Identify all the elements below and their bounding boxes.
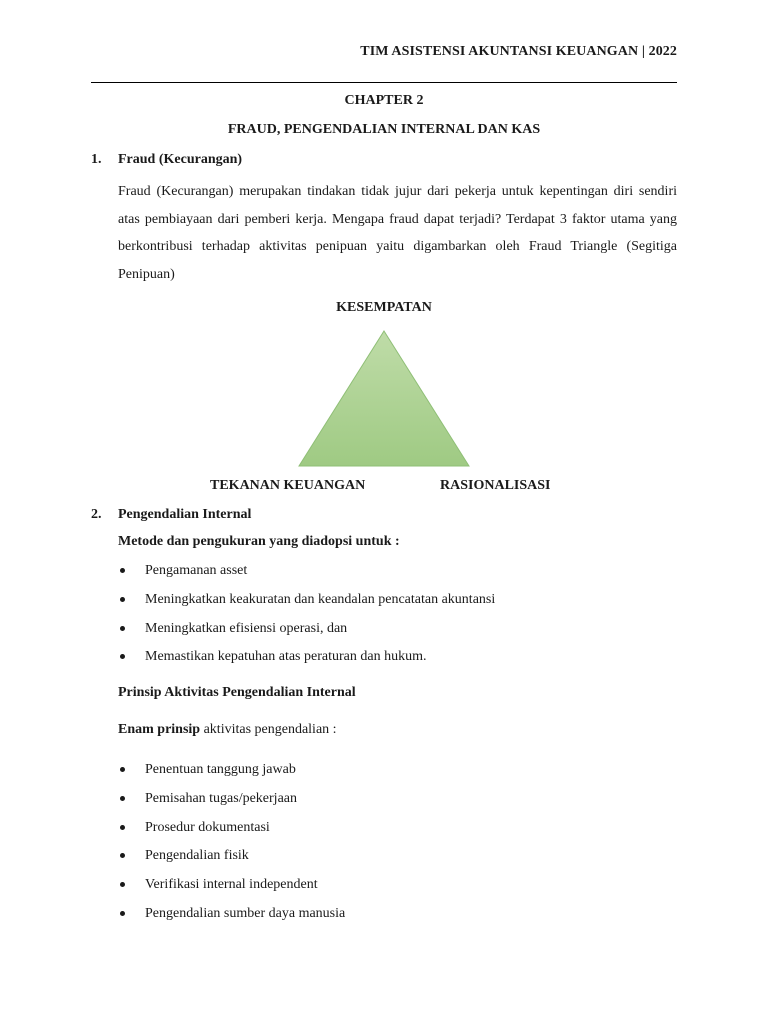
list-item — [118, 562, 495, 591]
list-item — [118, 761, 345, 790]
header-divider — [91, 82, 677, 83]
principles-heading: Prinsip Aktivitas Pengendalian Internal — [118, 685, 356, 700]
bullet-icon — [120, 882, 125, 887]
section-1-number: 1. — [91, 152, 102, 167]
list-item-text: Memastikan kepatuhan atas peraturan dan hukum. — [145, 649, 427, 665]
list-item — [118, 648, 495, 677]
chapter-number: CHAPTER 2 — [344, 93, 424, 108]
methods-list — [118, 562, 495, 677]
section-1-paragraph: Fraud (Kecurangan) merupakan tindakan tidak jujur dari pekerja untuk kepentingan diri sendiri atas pembiayaan dari pemberi kerja. Mengapa fraud dapat terjadi? Terdapat 3 faktor utama yang berkontribusi terhadap aktivitas penipuan yaitu digambarkan oleh Fraud Triangle (Segitiga Penipuan) — [118, 184, 677, 282]
section-2-title: Pengendalian Internal — [118, 507, 252, 522]
list-item — [118, 620, 495, 649]
running-header: TIM ASISTENSI AKUNTANSI KEUANGAN | 2022 — [360, 44, 677, 59]
list-item-text: Pemisahan tugas/pekerjaan — [145, 790, 298, 806]
bullet-icon — [120, 767, 125, 772]
triangle-top-label: KESEMPATAN — [336, 300, 432, 315]
triangle-left-label: TEKANAN KEUANGAN — [210, 478, 366, 493]
chapter-title: FRAUD, PENGENDALIAN INTERNAL DAN KAS — [227, 122, 541, 137]
bullet-icon — [120, 568, 125, 573]
list-item-text: Meningkatkan keakuratan dan keandalan pencatatan akuntansi — [145, 591, 496, 607]
list-item-text: Penentuan tanggung jawab — [145, 762, 296, 777]
list-item — [118, 819, 345, 848]
list-item — [118, 905, 345, 934]
six-principles-bold: Enam prinsip — [118, 722, 201, 737]
bullet-icon — [120, 796, 125, 801]
six-principles-rest: aktivitas pengendalian : — [200, 722, 337, 737]
methods-heading: Metode dan pengukuran yang diadopsi untuk : — [118, 534, 400, 549]
bullet-icon — [120, 597, 125, 602]
list-item — [118, 847, 345, 876]
bullet-icon — [120, 626, 125, 631]
bullet-icon — [120, 825, 125, 830]
list-item-text: Pengamanan asset — [145, 563, 248, 578]
list-item — [118, 591, 495, 620]
list-item — [118, 876, 345, 905]
list-item — [118, 790, 345, 819]
bullet-icon — [120, 654, 125, 659]
six-principles-intro — [118, 722, 337, 738]
section-1-title: Fraud (Kecurangan) — [118, 152, 243, 167]
fraud-triangle-shape — [299, 331, 469, 466]
list-item-text: Pengendalian fisik — [145, 848, 249, 864]
triangle-right-label: RASIONALISASI — [440, 478, 551, 493]
list-item-text: Prosedur dokumentasi — [145, 819, 270, 835]
bullet-icon — [120, 911, 125, 916]
section-2-number: 2. — [91, 507, 102, 522]
list-item-text: Verifikasi internal independent — [145, 877, 318, 893]
fraud-triangle-diagram — [297, 330, 471, 468]
principles-list — [118, 761, 345, 934]
list-item-text: Pengendalian sumber daya manusia — [145, 905, 346, 921]
bullet-icon — [120, 853, 125, 858]
list-item-text: Meningkatkan efisiensi operasi, dan — [145, 620, 348, 636]
